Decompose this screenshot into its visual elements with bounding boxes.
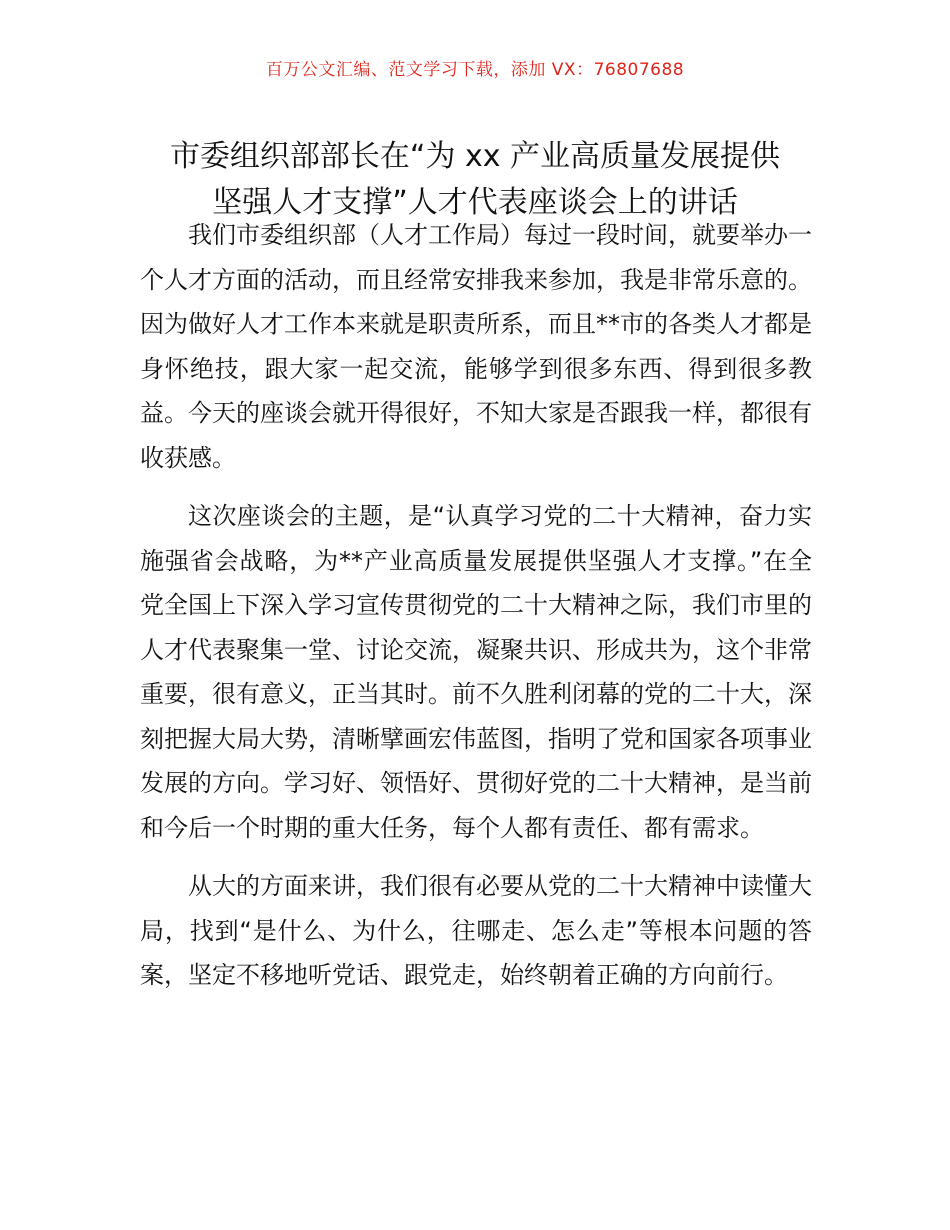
document-body <box>140 213 812 1012</box>
paragraph: 从大的方面来讲，我们很有必要从党的二十大精神中读懂大局，找到“是什么、为什么，往哪走、怎么走”等根本问题的答案，坚定不移地听党话、跟党走，始终朝着正确的方向前行。 <box>140 872 812 989</box>
paragraph: 我们市委组织部（人才工作局）每过一段时间，就要举办一个人才方面的活动，而且经常安排我来参加，我是非常乐意的。因为做好人才工作本来就是职责所系，而且**市的各类人才都是身怀绝技，跟大家一起交流，能够学到很多东西、得到很多教益。今天的座谈会就开得很好，不知大家是否跟我一样，都很有收获感。 <box>140 221 812 472</box>
watermark-header: 百万公文汇编、范文学习下载，添加 VX：76807688 <box>265 60 685 80</box>
title-line-2: 坚强人才支撑”人才代表座谈会上的讲话 <box>212 185 738 221</box>
paragraph: 这次座谈会的主题，是“认真学习党的二十大精神，奋力实施强省会战略，为**产业高质量发展提供坚强人才支撑。”在全党全国上下深入学习宣传贯彻党的二十大精神之际，我们市里的人才代表聚集一堂、讨论交流，凝聚共识、形成共为，这个非常重要，很有意义，正当其时。前不久胜利闭幕的党的二十大，深刻把握大局大势，清晰擘画宏伟蓝图，指明了党和国家各项事业发展的方向。学习好、领悟好、贯彻好党的二十大精神，是当前和今后一个时期的重大任务，每个人都有责任、都有需求。 <box>140 502 812 842</box>
title-line-1: 市委组织部部长在“为 xx 产业高质量发展提供 <box>169 139 781 175</box>
